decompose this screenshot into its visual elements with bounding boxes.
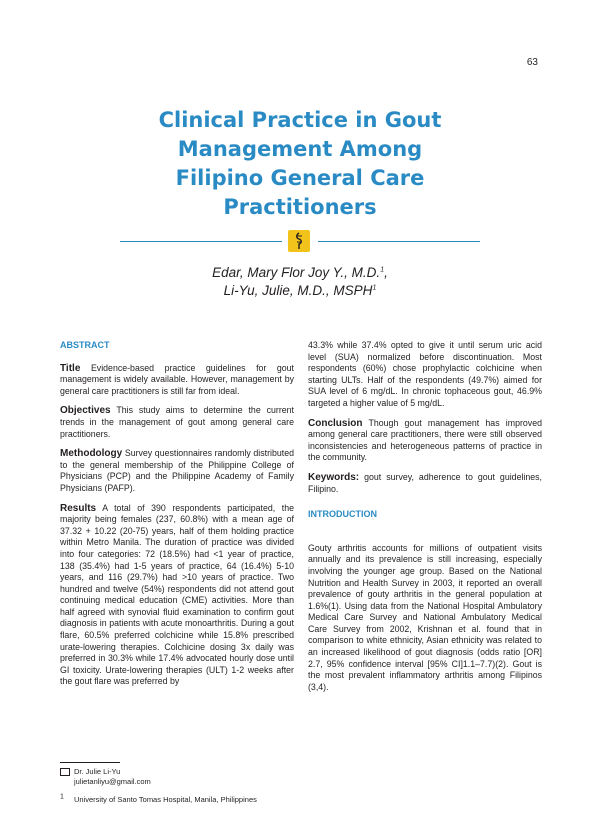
footnote-rule xyxy=(60,762,120,763)
abstract-results-paragraph: Results A total of 390 respondents participated, the majority being females (237, 60.8%) with a mean age of 37.32 + 10.22 (20-75) years, half of them holding practice within Metro Manila. The duration of practice was divided into four categories: 72 (18.5%) had <1 year of practice, 138 (35.4%) had 1-5 years of practice, 64 (16.4%) 5-10 years, and 116 (29.7%) had >10 years of practice. Two hundred and twelve (54%) respondents did not attend gout continuing medical education (CME) activities. More than half agreed with synovial fluid examination to confirm gout diagnosis in patients with acute monoarthritis. During a gout flare, 60.5% preferred colchicine while 15.8% prescribed urate-lowering therapies. Colchicine dosing 3x daily was preferred in 30.3% while 17.4% advocated hourly dose until GI toxicity. Urate-lowering therapies (ULT) 1-2 weeks after the gout flare was preferred by xyxy=(60,502,294,687)
abstract-conclusion-paragraph: Conclusion Though gout management has improved among general care practitioners, there were still observed inconsistencies and heterogeneous patterns of practice in the community. xyxy=(308,417,542,463)
right-column xyxy=(308,340,542,701)
article-title xyxy=(100,106,500,222)
abstract-objectives-paragraph: Objectives This study aims to determine the current trends in the management of gout among general care practitioners. xyxy=(60,405,294,439)
title-line: Practitioners xyxy=(223,195,377,219)
abstract-title-paragraph: Title Evidence-based practice guidelines for gout management is widely available. However, management by general care practitioners is still far from ideal. xyxy=(60,362,294,396)
title-line: Clinical Practice in Gout xyxy=(158,108,442,132)
title-line: Filipino General Care xyxy=(175,166,425,190)
footnotes xyxy=(60,762,294,805)
page-number: 63 xyxy=(526,57,538,68)
abstract-results-continued: 43.3% while 37.4% opted to give it until serum uric acid level (SUA) normalized before discontinuation. Most respondents (60%) chose prophylactic colchicine when starting ULTs. Half of the respondents (49.7%) aimed for SUA level of 6 mg/dL. In chronic tophaceous gout, 46.9% targeted a higher value of 5 mg/dL. xyxy=(308,340,542,408)
keywords-paragraph: Keywords: gout survey, adherence to gout guidelines, Filipino. xyxy=(308,471,542,494)
abstract-methodology-paragraph: Methodology Survey questionnaires randomly distributed to the general membership of the Philippine College of Physicians (PCP) and the Philippine Academy of Family Physicians (PAFP). xyxy=(60,448,294,493)
author-list xyxy=(100,264,500,300)
left-column xyxy=(60,340,294,696)
contact-email[interactable]: julietanliyu@gmail.com xyxy=(74,777,151,786)
title-line: Management Among xyxy=(177,137,423,161)
divider-rule-right xyxy=(318,241,480,242)
contact-name-line: Dr. Julie Li-Yu xyxy=(60,767,294,777)
title-divider xyxy=(120,230,480,252)
affiliation-line: $^1$ University of Santo Tomas Hospital, Manila, Philippines xyxy=(60,793,257,804)
author-line: Li-Yu, Julie, M.D., MSPH$^1$ xyxy=(223,283,377,298)
author-line: Edar, Mary Flor Joy Y., M.D.$^1$, xyxy=(212,265,388,280)
divider-rule-left xyxy=(120,241,282,242)
envelope-icon xyxy=(60,768,70,776)
journal-logo-icon xyxy=(288,230,310,252)
abstract-heading: ABSTRACT xyxy=(60,340,110,350)
introduction-heading: INTRODUCTION xyxy=(308,509,377,520)
introduction-text: Gouty arthritis accounts for millions of outpatient visits annually and its prevalence is still increasing, especially involving the younger age group. Based on the National Nutrition and Health Survey in 2003, it reported an overall prevalence of gouty arthritis in the general population at 1.6%(1). Using data from the National Hospital Ambulatory Medical Care Survey and National Ambulatory Medical Care Survey from 2002, Krishnan et al. found that in comparison to white ethnicity, Asian ethnicity was related to an increased likelihood of gout diagnosis (odds ratio [OR] 2.7, 95% confidence interval [95% CI]1.1–7.7)(2). Gout is the most prevalent inflammatory arthritis among Filipinos (3,4). xyxy=(308,542,542,692)
